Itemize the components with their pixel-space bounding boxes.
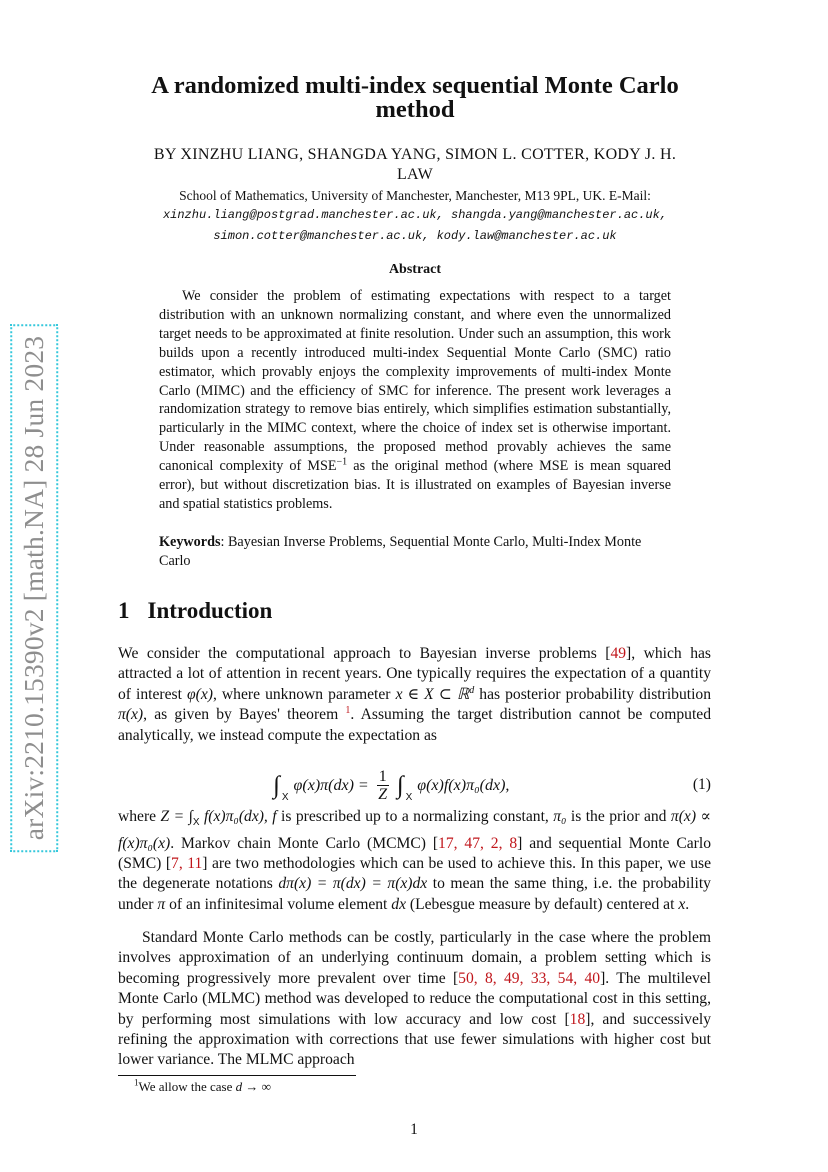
- paper-title: [110, 74, 720, 122]
- math-subscript: X: [192, 817, 200, 829]
- equation-1: [118, 764, 711, 804]
- equation-body: [273, 768, 509, 803]
- section-title: Introduction: [147, 598, 273, 623]
- text: ]. The multilevel Monte Carlo (MLMC) method was developed to reduce the computational cost in this setting, by performing most simulations with low accuracy and low cost [: [118, 969, 712, 1028]
- abstract-text-part-1: We consider the problem of estimating expectations with respect to a target distribution with an unknown normalizing constant, and where even the unnormalized target needs to be approximated at finite resolution. Under such an assumption, this work builds upon a recently introduced multi-index Sequential Monte Carlo (SMC) ratio estimator, which provably enjoys the complexity improvements of multi-index Monte Carlo (MIMC) and the efficiency of SMC for inference. The present work leverages a randomization strategy to remove bias entirely, which simplifies estimation substantially, particularly in the MIMC context, where the choice of index set is otherwise important. Under reasonable assumptions, the proposed method provably achieves the same canonical complexity of MSE: [159, 288, 671, 475]
- fraction: [377, 768, 389, 803]
- footnote-math: d → ∞: [235, 1079, 271, 1094]
- math-inline: π: [157, 895, 166, 913]
- text: ] and sequential Monte Carlo (SMC) [: [118, 834, 711, 872]
- text: Standard Monte Carlo methods can be costly, particularly in the case where the problem involves approximation of an underlying continuum domain, a problem setting which is becoming progressively more prevalent over time [: [118, 929, 711, 987]
- text: of an infinitesimal volume element: [165, 895, 392, 913]
- text: , as given by Bayes' theorem: [143, 706, 346, 724]
- author-list: [110, 145, 720, 185]
- page-number: 1: [410, 1121, 418, 1138]
- text: is the prior and: [566, 808, 671, 825]
- intro-paragraph-1: [118, 644, 711, 746]
- math-inline: x ∈ X ⊂ ℝ: [395, 685, 470, 703]
- citation-link[interactable]: 50, 8, 49, 33, 54, 40: [458, 969, 601, 987]
- text: ] are two methodologies which can be used to achieve this. In this paper, we use the degenerate notations: [118, 854, 712, 893]
- text: ], which has attracted a lot of attention in recent years. One typically requires the expectation of a quantity of interest: [118, 645, 711, 703]
- math-inline: Z = ∫: [160, 808, 193, 825]
- footnote: [134, 1079, 271, 1095]
- equation-number: (1): [692, 776, 711, 793]
- integral-subscript: X: [281, 792, 289, 803]
- footnote-marker-link[interactable]: 1: [345, 705, 351, 717]
- footnote-divider: [118, 1075, 356, 1076]
- section-heading: [118, 598, 272, 624]
- email-addresses: [110, 205, 720, 247]
- text: to mean the same thing, i.e. the probability under: [118, 875, 711, 913]
- math-inline: π(x): [118, 706, 144, 724]
- abstract-superscript: −1: [336, 456, 348, 468]
- text: . Markov chain Monte Carlo (MCMC) [: [170, 834, 439, 852]
- keywords-label: Keywords: [159, 534, 221, 550]
- abstract-heading: Abstract: [388, 262, 442, 277]
- emails-line-1[interactable]: xinzhu.liang@postgrad.manchester.ac.uk, shangda.yang@manchester.ac.uk,: [162, 208, 668, 222]
- section-number: 1: [118, 598, 130, 623]
- arxiv-stamp: [8, 318, 60, 858]
- citation-link[interactable]: 7, 11: [171, 854, 203, 872]
- footnote-text: We allow the case: [138, 1079, 236, 1094]
- citation-link[interactable]: 49: [610, 645, 627, 662]
- math-superscript: d: [469, 684, 475, 696]
- text: (Lebesgue measure by default) centered at: [406, 895, 679, 913]
- authors-line-2: LAW: [396, 166, 434, 183]
- text: .: [685, 895, 690, 913]
- text: is prescribed up to a normalizing constant,: [276, 808, 554, 825]
- abstract-text: [159, 287, 671, 514]
- integral-sign: ∫: [396, 771, 404, 799]
- text: has posterior probability distribution: [474, 685, 712, 703]
- arxiv-identifier[interactable]: arXiv:2210.15390v2 [math.NA] 28 Jun 2023: [18, 332, 50, 844]
- math-inline: dx: [391, 895, 406, 913]
- text: where: [118, 808, 161, 825]
- citation-link[interactable]: 18: [569, 1010, 586, 1028]
- abstract-text-part-2: as the original method (where MSE is mean squared error), but without discretization bias. It is illustrated on examples of Bayesian inverse and spatial statistics problems.: [159, 458, 671, 512]
- emails-line-2[interactable]: simon.cotter@manchester.ac.uk, kody.law@manchester.ac.uk: [213, 229, 617, 243]
- intro-paragraph-3: [118, 928, 711, 1071]
- integral-subscript: X: [405, 792, 413, 803]
- text: We consider the computational approach to Bayesian inverse problems [: [118, 645, 611, 662]
- text: ], and successively refining the approximation with corrections that use fewer simulations with higher cost but lower variance. The MLMC approach: [118, 1010, 711, 1069]
- math-inline: x: [678, 895, 686, 913]
- title-line-1: A randomized multi-index sequential Monte Carlo: [151, 72, 679, 99]
- intro-paragraph-2: [118, 807, 711, 915]
- equation-rhs: φ(x)f(x)π₀(dx),: [417, 776, 510, 794]
- math-inline: π₀: [553, 808, 567, 825]
- math-inline: π(x) ∝ f(x)π₀(x): [118, 808, 711, 852]
- text: . Assuming the target distribution cannot be computed analytically, we instead compute the expectation as: [118, 706, 712, 744]
- integral-sign: ∫: [273, 771, 280, 799]
- fraction-numerator: 1: [378, 768, 387, 785]
- authors-line-1: BY XINZHU LIANG, SHANGDA YANG, SIMON L. COTTER, KODY J. H.: [153, 146, 677, 163]
- math-inline: dπ(x) = π(dx) = π(x)dx: [278, 875, 428, 893]
- affiliation: School of Mathematics, University of Manchester, Manchester, M13 9PL, UK. E-Mail:: [179, 188, 651, 203]
- keywords-text: : Bayesian Inverse Problems, Sequential Monte Carlo, Multi-Index Monte Carlo: [159, 534, 642, 569]
- title-line-2: method: [375, 96, 455, 123]
- fraction-denominator: Z: [378, 786, 388, 803]
- math-inline: φ(x): [187, 685, 213, 703]
- footnote-mark: 1: [134, 1077, 139, 1088]
- keywords: [159, 533, 671, 571]
- equation-lhs: φ(x)π(dx) =: [293, 776, 369, 794]
- math-inline: f(x)π₀(dx), f: [199, 808, 277, 825]
- text: , where unknown parameter: [212, 685, 396, 703]
- citation-link[interactable]: 17, 47, 2, 8: [438, 834, 518, 852]
